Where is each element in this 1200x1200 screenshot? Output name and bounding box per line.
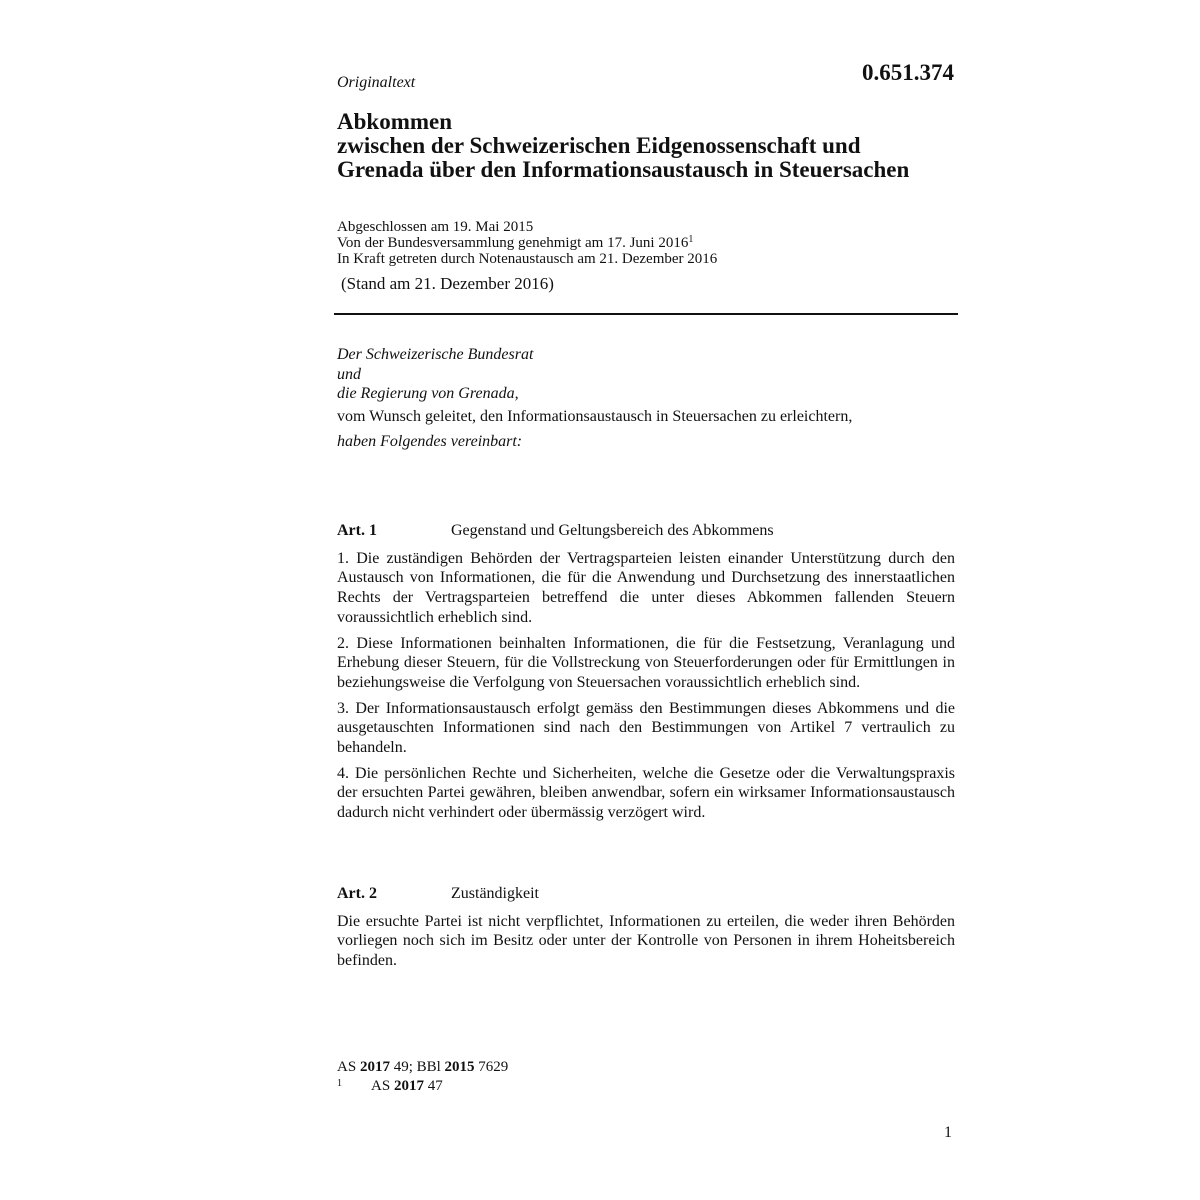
preamble <box>337 345 957 452</box>
footnote-ref-1[interactable]: 1 <box>688 234 694 245</box>
article-heading <box>337 521 955 541</box>
concluded-date: Abgeschlossen am 19. Mai 2015 <box>337 219 534 235</box>
article-paragraph: 4. Die persönlichen Rechte und Sicherheiten, welche die Gesetze oder die Verwaltungspraxis der ersuchten Partei gewähren, bleiben anwendbar, sofern ein wirksamer Informationsaustausch dadurch nicht verhindert oder übermässig verzögert wird. <box>337 764 955 822</box>
bbl-year: 2015 <box>444 1059 475 1075</box>
article-number: Art. 2 <box>337 885 377 902</box>
as-year: 2017 <box>359 1059 390 1075</box>
originaltext-label: Originaltext <box>337 74 416 91</box>
article-paragraph: Die ersuchte Partei ist nicht verpflichtet, Informationen zu erteilen, die weder ihren Behörden vorliegen noch sich im Besitz oder unter der Kontrolle von Personen in ihrem Hoheitsbereich befinden. <box>337 912 955 970</box>
sr-number: 0.651.374 <box>862 60 954 85</box>
fn1-rest: 47 <box>427 1078 443 1094</box>
official-collection-ref <box>337 1058 508 1077</box>
fn1-year: 2017 <box>393 1078 424 1094</box>
in-force-date: In Kraft getreten durch Notenaustausch am 21. Dezember 2016 <box>337 251 718 267</box>
footnote-text <box>371 1077 443 1096</box>
footnotes <box>337 1058 508 1096</box>
preamble-desire: vom Wunsch geleitet, den Informationsaustausch in Steuersachen zu erleichtern, <box>337 407 853 425</box>
article-title: Gegenstand und Geltungsbereich des Abkommens <box>451 522 774 539</box>
article-1 <box>337 521 955 829</box>
footnote-mark: 1 <box>337 1078 342 1089</box>
page-number: 1 <box>944 1124 952 1141</box>
preamble-party-1: Der Schweizerische Bundesrat <box>337 346 534 363</box>
bbl-rest: 7629 <box>478 1059 509 1075</box>
fn1-prefix: AS <box>371 1078 391 1094</box>
article-title: Zuständigkeit <box>451 885 539 902</box>
approved-date <box>337 235 717 251</box>
as-rest: 49; BBl <box>393 1059 441 1075</box>
as-prefix: AS <box>337 1059 357 1075</box>
article-paragraph: 2. Diese Informationen beinhalten Informationen, die für die Festsetzung, Veranlagung und Erhebung dieser Steuern, für die Vollstreckung von Steuerforderungen oder für Ermittlungen in beziehungsweise die Verfolgung von Steuersachen voraussichtlich erheblich sind. <box>337 634 955 691</box>
article-number: Art. 1 <box>337 522 377 539</box>
title-line-1: Abkommen <box>337 109 453 134</box>
preamble-und: und <box>337 365 361 383</box>
document-title <box>337 110 977 182</box>
article-2 <box>337 884 955 977</box>
footnote-1 <box>337 1077 508 1096</box>
article-heading <box>337 884 955 904</box>
status-date: (Stand am 21. Dezember 2016) <box>341 274 554 293</box>
article-paragraph: 3. Der Informationsaustausch erfolgt gemäss den Bestimmungen dieses Abkommens und die ausgetauschten Informationen sind nach den Bestimmungen von Artikel 7 vertraulich zu behandeln. <box>337 699 955 757</box>
article-paragraph: 1. Die zuständigen Behörden der Vertragsparteien leisten einander Unterstützung durch den Austausch von Informationen, die für die Anwendung und Durchsetzung des innerstaatlichen Rechts der Vertragsparteien betreffend die unter dieses Abkommen fallenden Steuern voraussichtlich erheblich sind. <box>337 549 955 626</box>
approved-text: Von der Bundesversammlung genehmigt am 17. Juni 2016 <box>337 235 689 251</box>
title-line-2: zwischen der Schweizerischen Eidgenossenschaft und <box>337 133 861 158</box>
document-meta <box>337 219 717 267</box>
preamble-party-2: die Regierung von Grenada, <box>337 385 519 402</box>
preamble-agreed: haben Folgendes vereinbart: <box>337 433 523 450</box>
header-divider <box>334 313 958 315</box>
title-line-3: Grenada über den Informationsaustausch in Steuersachen <box>337 157 910 182</box>
